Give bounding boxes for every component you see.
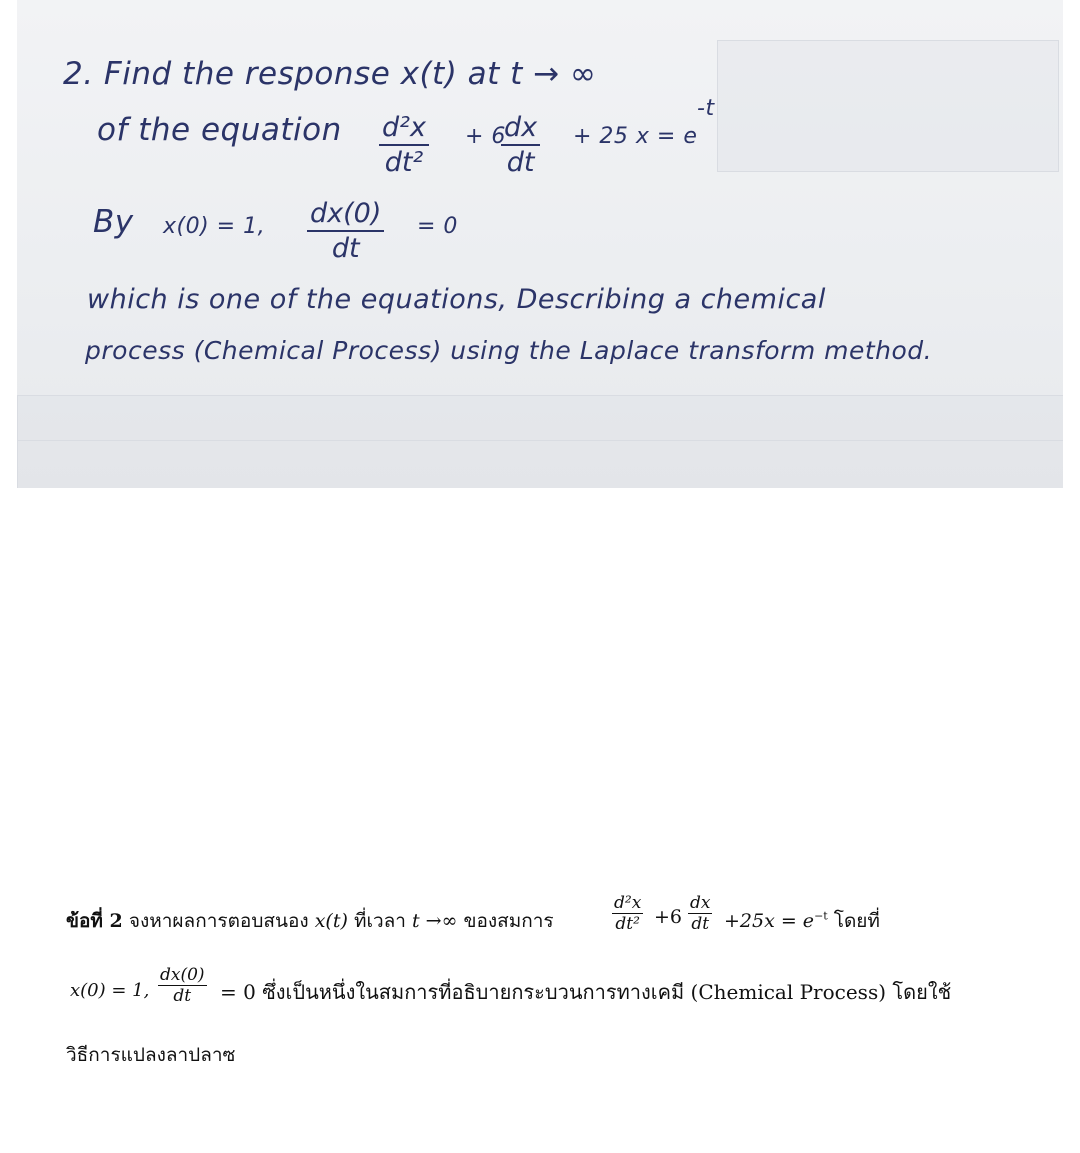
printed-text-1: จงหาผลการตอบสนอง bbox=[128, 910, 309, 932]
problem-number: ข้อที่ 2 bbox=[66, 910, 123, 932]
printed-line-2-rest: = 0 ซึ่งเป็นหนึ่งในสมการที่อธิบายกระบวนการทางเคมี (Chemical Process) โดยใช้ bbox=[220, 980, 952, 1004]
bleed-through-table-row bbox=[17, 395, 1063, 441]
handwritten-dx: dx bbox=[501, 112, 540, 146]
printed-rhs bbox=[724, 906, 880, 936]
handwritten-exponent: -t bbox=[697, 96, 715, 121]
printed-xt: x(t) bbox=[314, 910, 348, 932]
printed-text-3: ของสมการ bbox=[463, 910, 554, 932]
printed-cond-dt: dt bbox=[173, 986, 192, 1006]
handwritten-plus-6: + 6 bbox=[465, 124, 506, 149]
printed-cond-x0-text: x(0) = 1, bbox=[70, 980, 150, 1001]
printed-t-inf: t →∞ bbox=[411, 910, 458, 932]
printed-line-1 bbox=[66, 906, 554, 936]
handwritten-dt: dt bbox=[506, 147, 535, 178]
printed-cond-x0 bbox=[70, 980, 149, 1001]
handwritten-d2x: d²x bbox=[379, 112, 429, 146]
printed-dx0: dx(0) bbox=[160, 965, 205, 985]
printed-dt: dt bbox=[691, 914, 710, 934]
printed-dx: dx bbox=[690, 893, 711, 913]
handwritten-line-5: process (Chemical Process) using the Laplace transform method. bbox=[85, 336, 933, 365]
handwritten-cond-eq0: = 0 bbox=[417, 214, 458, 239]
bleed-through-table bbox=[717, 40, 1059, 172]
printed-line-3: วิธีการแปลงลาปลาซ bbox=[66, 1044, 236, 1066]
printed-d2x-dt2-fraction bbox=[612, 893, 643, 934]
handwritten-of-the-equation: of the equation bbox=[97, 112, 342, 148]
printed-dx-dt-fraction bbox=[688, 893, 712, 934]
handwritten-dx0-dt-fraction bbox=[307, 198, 384, 264]
printed-rhs-text: +25x = e bbox=[724, 910, 815, 932]
handwritten-cond-x0: x(0) = 1, bbox=[163, 214, 266, 239]
handwritten-dt2: dt² bbox=[384, 147, 424, 178]
printed-dx0-dt-fraction bbox=[158, 965, 207, 1006]
handwritten-line-1: 2. Find the response x(t) at t → ∞ bbox=[63, 56, 597, 92]
printed-dt2: dt² bbox=[615, 914, 640, 934]
handwritten-dx0: dx(0) bbox=[307, 198, 384, 232]
handwritten-cond-dt: dt bbox=[331, 233, 360, 264]
printed-text-4: โดยที่ bbox=[833, 910, 880, 932]
handwritten-by: By bbox=[93, 204, 134, 240]
handwritten-dx-dt-fraction bbox=[501, 112, 540, 178]
printed-text-2: ที่เวลา bbox=[353, 910, 406, 932]
bleed-through-table-row-2 bbox=[17, 440, 1063, 488]
handwritten-rhs: + 25 x = e bbox=[573, 124, 698, 149]
printed-d2x: d²x bbox=[614, 893, 642, 913]
handwritten-d2x-dt2-fraction bbox=[379, 112, 429, 178]
handwritten-line-4: which is one of the equations, Describing a chemical bbox=[87, 284, 826, 315]
printed-plus-6: +6 bbox=[654, 906, 683, 928]
handwritten-problem-photo bbox=[17, 0, 1063, 488]
printed-exponent: −t bbox=[814, 909, 828, 923]
